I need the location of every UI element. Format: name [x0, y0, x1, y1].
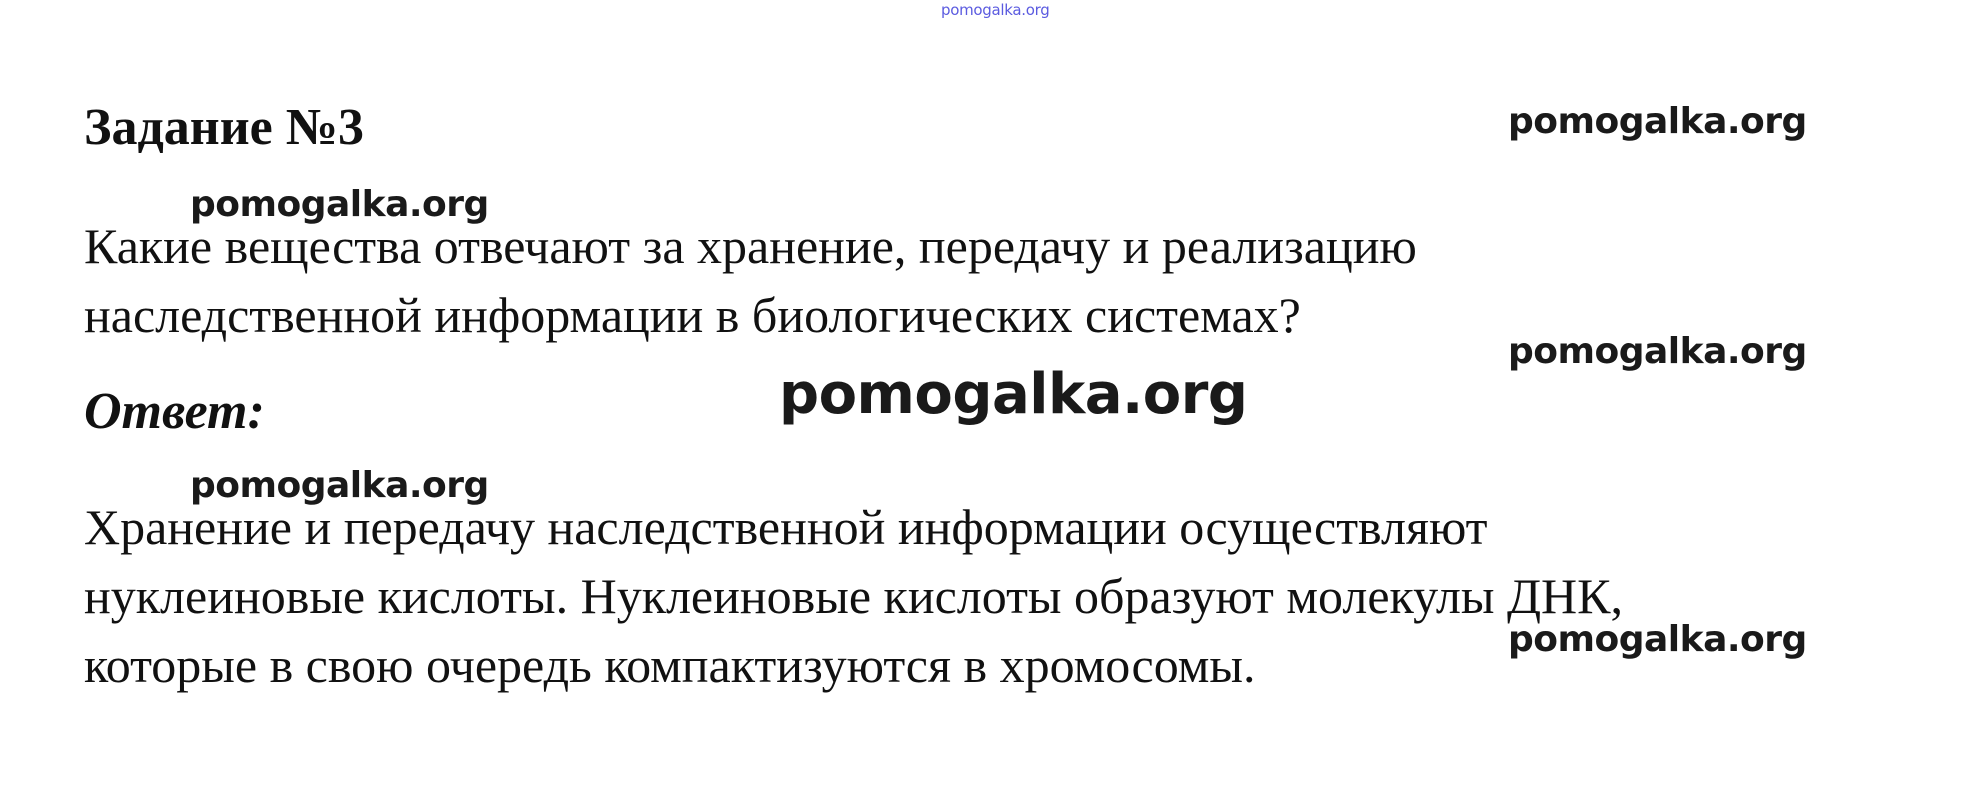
watermark-lower-right: pomogalka.org [1508, 619, 1807, 660]
site-link[interactable]: pomogalka.org [941, 1, 1050, 19]
question-text [84, 212, 1417, 350]
answer-line: которые в свою очередь компактизуются в хромосомы. [84, 637, 1256, 693]
task-title: Задание №3 [84, 99, 365, 156]
answer-line: Хранение и передачу наследственной информации осуществляют [84, 499, 1488, 555]
answer-text [84, 493, 1623, 700]
answer-heading: Ответ: [84, 383, 265, 440]
watermark-center-large: pomogalka.org [779, 362, 1248, 427]
watermark-above-answer: pomogalka.org [190, 465, 489, 506]
answer-line: нуклеиновые кислоты. Нуклеиновые кислоты образуют молекулы ДНК, [84, 568, 1624, 624]
question-line: наследственной информации в биологических системах? [84, 287, 1301, 343]
watermark-mid-right: pomogalka.org [1508, 331, 1807, 372]
watermark-top-right: pomogalka.org [1508, 101, 1807, 142]
watermark-above-question: pomogalka.org [190, 184, 489, 225]
question-line: Какие вещества отвечают за хранение, передачу и реализацию [84, 218, 1417, 274]
